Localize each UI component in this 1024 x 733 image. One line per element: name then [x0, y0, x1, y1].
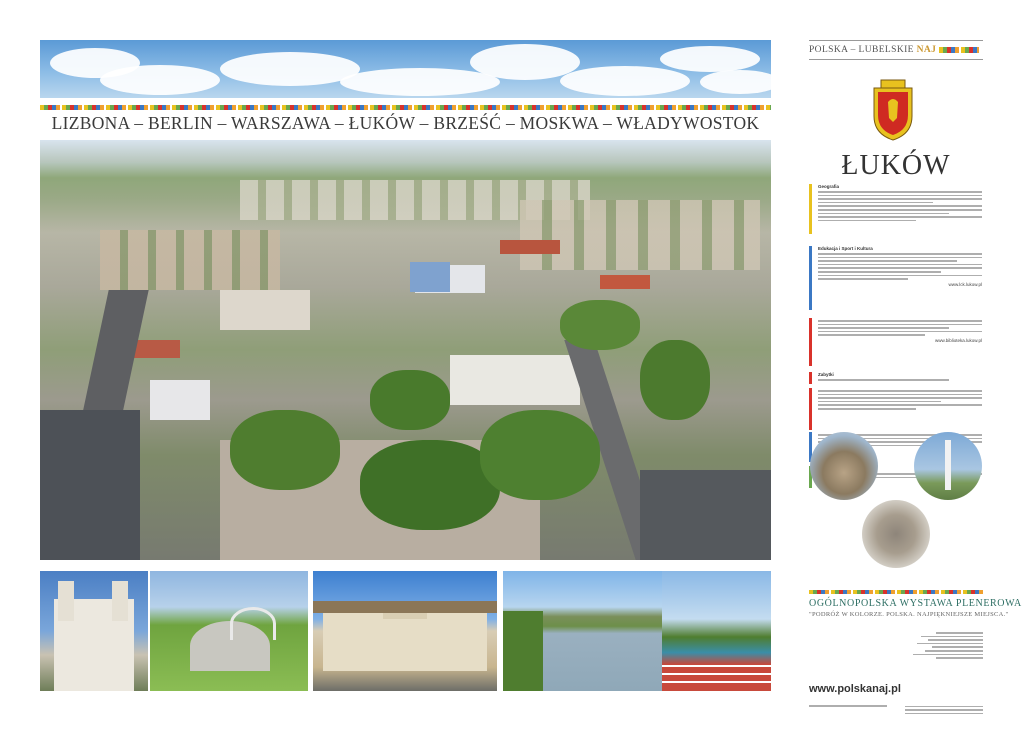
exhibition-title: OGÓLNOPOLSKA WYSTAWA PLENEROWA	[809, 598, 1022, 609]
section-heading: Edukacja i Sport i Kultura	[818, 246, 873, 251]
section-education	[809, 246, 982, 310]
route-title: LIZBONA – BERLIN – WARSZAWA – ŁUKÓW – BRZEŚĆ – MOSKWA – WŁADYWOSTOK	[51, 113, 760, 133]
main-aerial-photo	[40, 140, 771, 560]
contact-fineprint	[905, 630, 983, 661]
sidebar-header	[809, 40, 983, 60]
section-monuments-1	[809, 318, 982, 366]
obelisk-photo-circle	[914, 432, 982, 500]
tagline-accent: NAJ	[916, 45, 937, 55]
exhibition-subtitle: "PODRÓŻ W KOLORZE. POLSKA. NAJPIĘKNIEJSZE MIEJSCA."	[809, 611, 1009, 618]
color-stripe	[809, 590, 983, 594]
lake-photo	[503, 571, 673, 691]
tagline-prefix: POLSKA – LUBELSKIE	[809, 45, 914, 55]
divider	[809, 40, 983, 41]
region-tagline	[809, 45, 983, 55]
section-geography	[809, 184, 982, 234]
website-link[interactable]: www.polskanaj.pl	[809, 683, 901, 695]
monument-photo-circle	[810, 432, 878, 500]
color-stripe	[40, 105, 771, 110]
church-photo	[40, 571, 148, 691]
section-monuments	[809, 372, 982, 384]
boulder-photo-circle	[862, 500, 930, 568]
section-heading: Geografia	[818, 184, 840, 189]
section-heading: Zabytki	[818, 372, 834, 377]
footer-fineprint	[809, 703, 983, 716]
coat-of-arms-icon	[866, 78, 920, 142]
section-monuments-2	[809, 388, 982, 430]
color-stripe	[939, 47, 979, 53]
city-title: ŁUKÓW	[841, 150, 951, 181]
palace-photo	[313, 571, 497, 691]
exhibition-block	[809, 598, 1022, 618]
stadium-photo	[662, 571, 771, 691]
divider	[809, 59, 983, 60]
sky-banner-photo	[40, 40, 771, 98]
section-url[interactable]: www.lck.lukow.pl	[948, 281, 982, 287]
amphitheater-photo	[150, 571, 308, 691]
section-url[interactable]: www.biblioteka.lukow.pl	[934, 337, 982, 343]
